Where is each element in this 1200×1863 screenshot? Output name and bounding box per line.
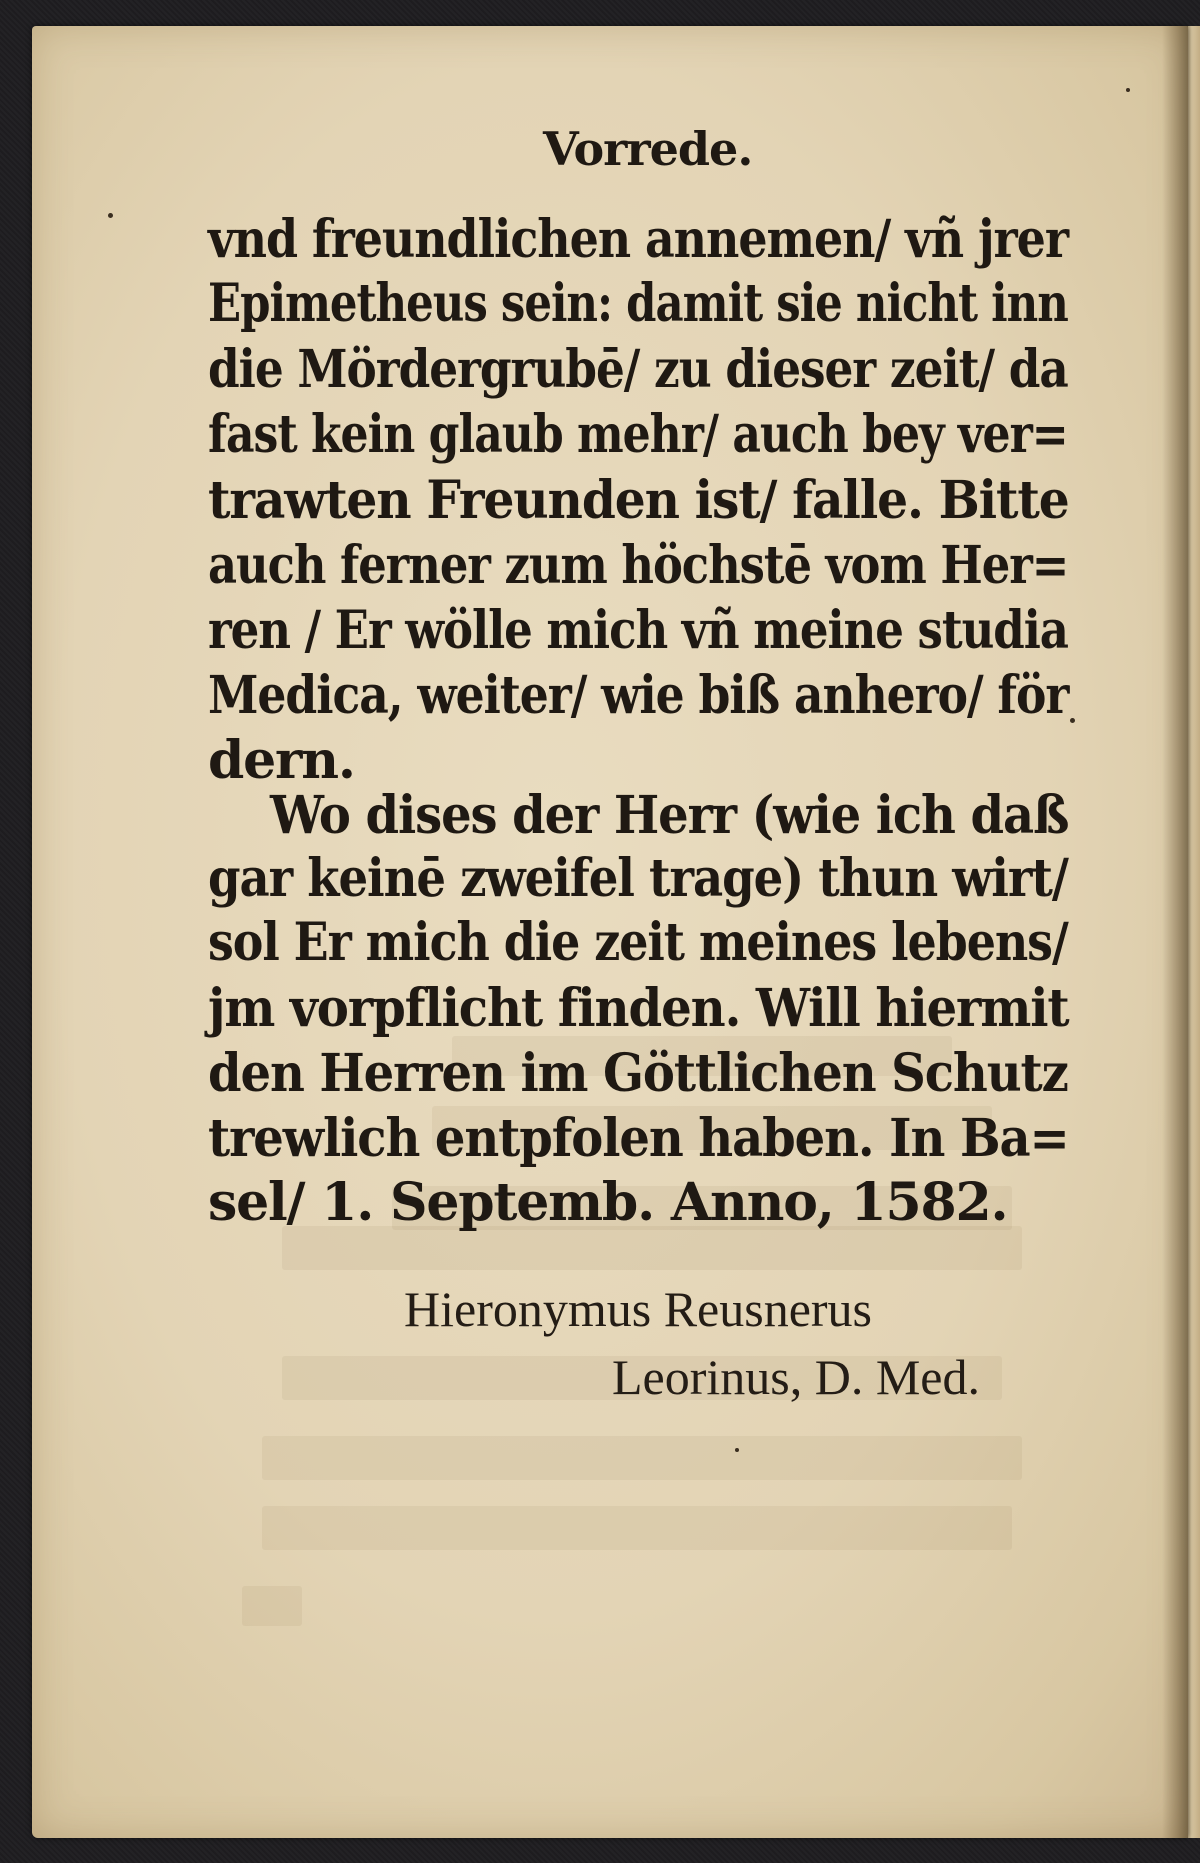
signature-title: Leorinus, D. Med. bbox=[612, 1349, 980, 1405]
paper-speck bbox=[1126, 88, 1130, 92]
body-line-11: gar keinē zweifel trage) thun wirt/ bbox=[208, 848, 1068, 909]
signature-name: Hieronymus Reusnerus bbox=[404, 1281, 872, 1337]
body-line-16: sel/ 1. Septemb. Anno, 1582. bbox=[208, 1172, 1008, 1233]
body-line-2: Epimetheus sein: damit sie nicht inn bbox=[208, 273, 1068, 334]
body-line-6: auch ferner zum höchstē vom Her= bbox=[208, 535, 1069, 596]
paper-speck bbox=[1070, 718, 1075, 723]
body-line-13: jm vorpflicht finden. Will hiermit bbox=[208, 978, 1069, 1039]
body-line-7: ren / Er wölle mich vñ meine studia bbox=[208, 600, 1068, 661]
body-line-5: trawten Freunden ist/ falle. Bitte bbox=[208, 470, 1069, 531]
body-line-8: Medica, weiter/ wie biß anhero/ för bbox=[208, 665, 1069, 726]
body-line-4: fast kein glaub mehr/ auch bey ver= bbox=[208, 404, 1068, 465]
body-line-14: den Herren im Göttlichen Schutz bbox=[208, 1043, 1068, 1104]
paper-speck bbox=[735, 1448, 739, 1452]
body-line-10: Wo dises der Herr (wie ich daß bbox=[270, 785, 1069, 846]
body-line-3: die Mördergrubē/ zu dieser zeit/ da bbox=[208, 339, 1068, 400]
body-line-12: sol Er mich die zeit meines lebens/ bbox=[208, 912, 1068, 973]
running-head: Vorrede. bbox=[543, 122, 753, 176]
paper-speck bbox=[108, 213, 113, 218]
body-line-1: vnd freundlichen annemen/ vñ jrer bbox=[208, 209, 1068, 270]
body-line-15: trewlich entpfolen haben. In Ba= bbox=[208, 1108, 1069, 1169]
facing-page-edge bbox=[1186, 26, 1200, 1838]
body-line-9: dern. bbox=[208, 730, 355, 791]
